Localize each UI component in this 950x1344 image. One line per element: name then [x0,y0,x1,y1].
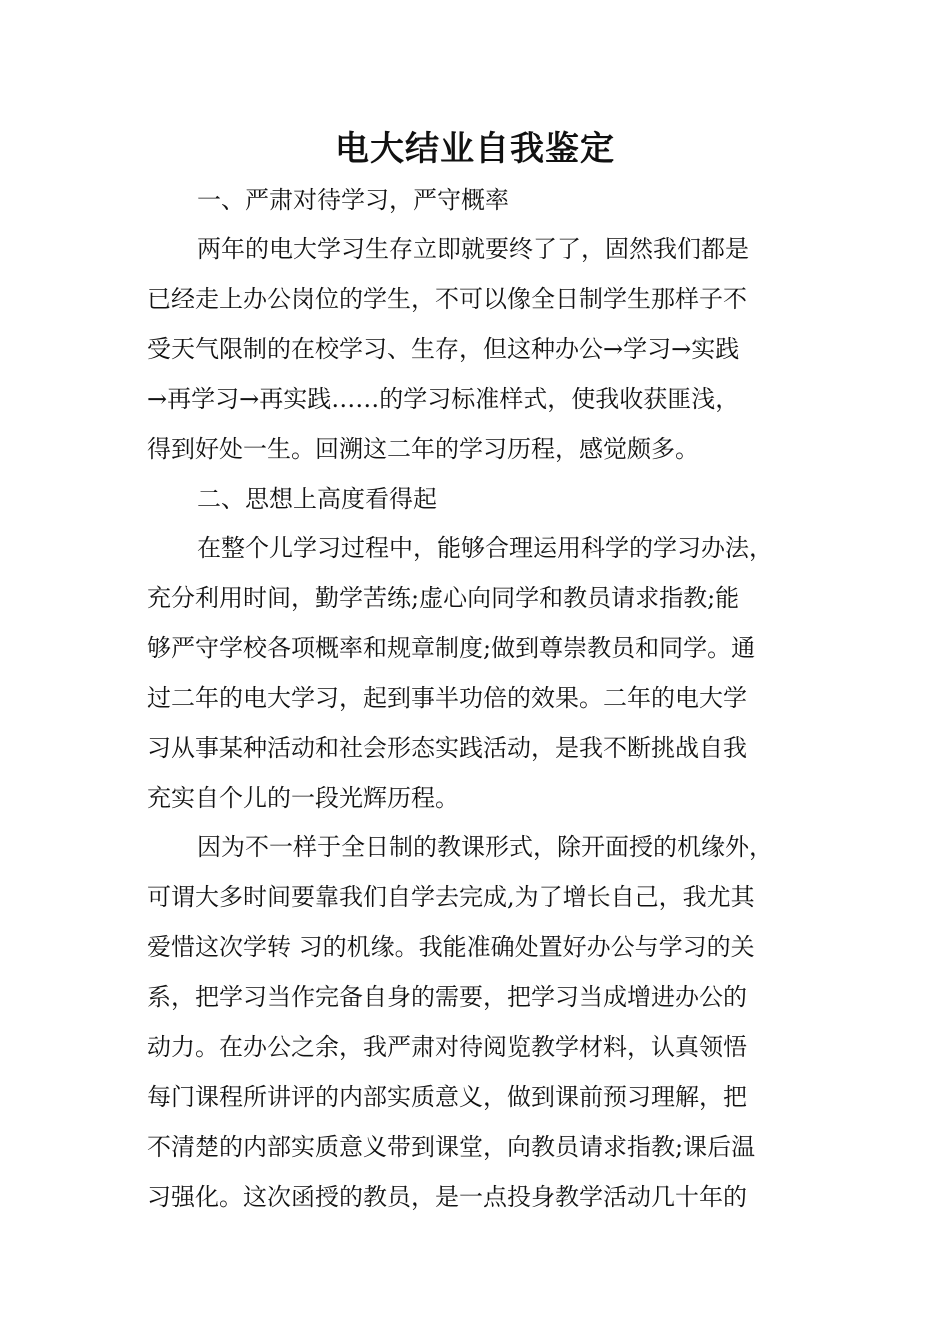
paragraph-line: 因为不一样于全日制的教课形式，除开面授的机缘外， [197,833,773,861]
paragraph-line: 得到好处一生。回溯这二年的学习历程，感觉颇多。 [147,435,699,463]
paragraph-line: 爱惜这次学转 习的机缘。我能准确处置好办公与学习的关 [147,933,755,961]
paragraph-line: 可谓大多时间要靠我们自学去完成,为了增长自己，我尤其 [147,883,755,911]
paragraph-line: 两年的电大学习生存立即就要终了了，固然我们都是 [197,235,749,263]
paragraph-line: 受天气限制的在校学习、生存，但这种办公→学习→实践 [147,335,740,363]
paragraph-line: 充分利用时间，勤学苦练;虚心向同学和教员请求指教;能 [147,584,740,612]
paragraph-line: 每门课程所讲评的内部实质意义，做到课前预习理解，把 [147,1083,747,1111]
paragraph-line: 系，把学习当作完备自身的需要，把学习当成增进办公的 [147,983,747,1011]
paragraph-line: 充实自个儿的一段光辉历程。 [147,784,459,812]
paragraph-line: 已经走上办公岗位的学生，不可以像全日制学生那样子不 [147,285,747,313]
section-heading-1: 一、严肃对待学习，严守概率 [197,186,509,214]
paragraph-line: 习强化。这次函授的教员，是一点投身教学活动几十年的 [147,1183,747,1211]
paragraph-line: 动力。在办公之余，我严肃对待阅览教学材料，认真领悟 [147,1033,747,1061]
paragraph-line: 习从事某种活动和社会形态实践活动，是我不断挑战自我 [147,734,747,762]
section-heading-2: 二、思想上高度看得起 [197,485,437,513]
paragraph-line: 够严守学校各项概率和规章制度;做到尊崇教员和同学。通 [147,634,756,662]
paragraph-line: 在整个儿学习过程中，能够合理运用科学的学习办法， [197,534,773,562]
paragraph-line: →再学习→再实践……的学习标准样式，使我收获匪浅， [147,385,740,413]
document-title: 电大结业自我鉴定 [335,129,615,169]
paragraph-line: 过二年的电大学习，起到事半功倍的效果。二年的电大学 [147,684,747,712]
paragraph-line: 不清楚的内部实质意义带到课堂，向教员请求指教;课后温 [147,1133,756,1161]
